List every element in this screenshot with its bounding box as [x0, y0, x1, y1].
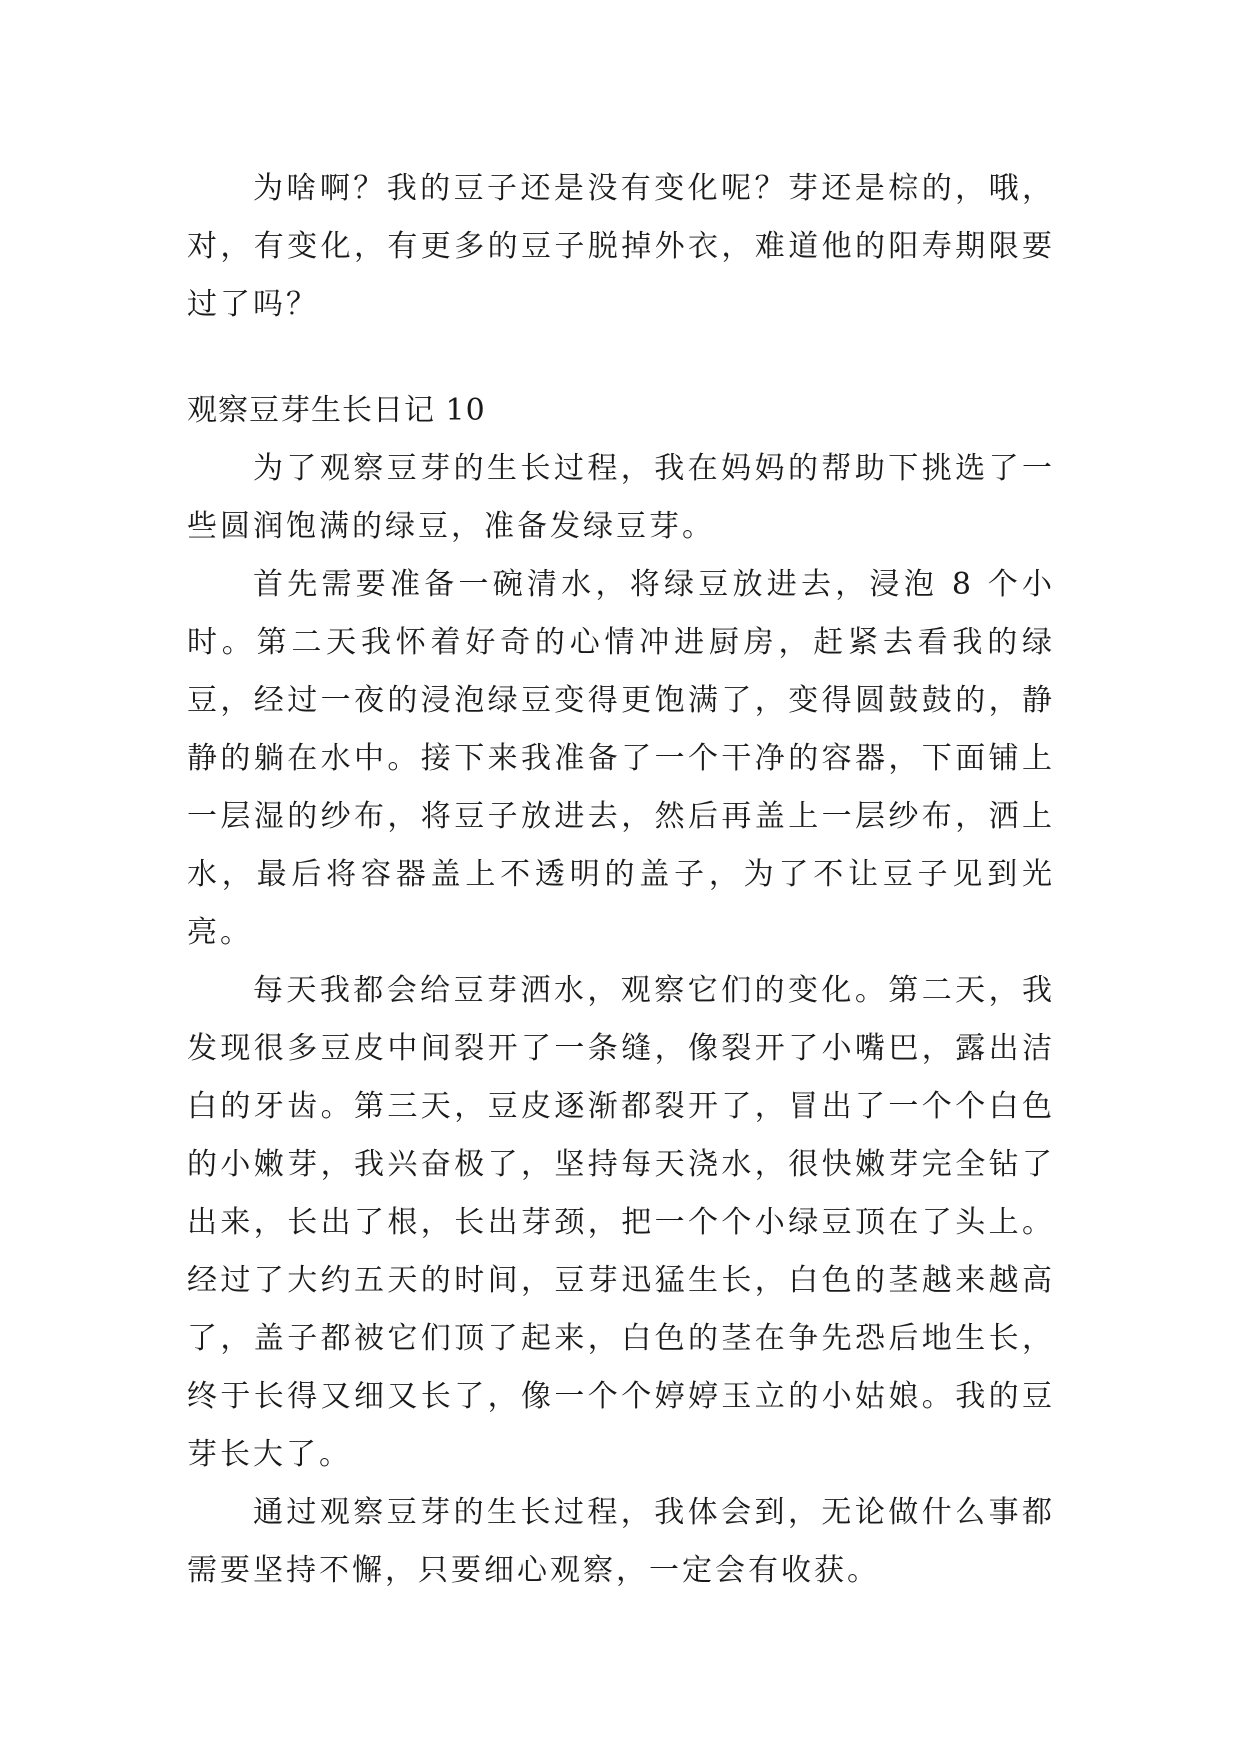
body-paragraph: 每天我都会给豆芽洒水，观察它们的变化。第二天，我发现很多豆皮中间裂开了一条缝，像裂开了小嘴巴，露出洁白的牙齿。第三天，豆皮逐渐都裂开了，冒出了一个个白色的小嫩芽，我兴奋极了，坚持每天浇水，很快嫩芽完全钻了出来，长出了根，长出芽颈，把一个个小绿豆顶在了头上。经过了大约五天的时间，豆芽迅猛生长，白色的茎越来越高了，盖子都被它们顶了起来，白色的茎在争先恐后地生长，终于长得又细又长了，像一个个婷婷玉立的小姑娘。我的豆芽长大了。 — [187, 973, 1055, 1472]
document-body — [187, 160, 1055, 1600]
section-title: 观察豆芽生长日记 10 — [187, 393, 486, 428]
body-paragraph: 为了观察豆芽的生长过程，我在妈妈的帮助下挑选了一些圆润饱满的绿豆，准备发绿豆芽。 — [187, 451, 1055, 544]
body-paragraph: 首先需要准备一碗清水，将绿豆放进去，浸泡 8 个小时。第二天我怀着好奇的心情冲进厨房，赶紧去看我的绿豆，经过一夜的浸泡绿豆变得更饱满了，变得圆鼓鼓的，静静的躺在水中。接下来我准备了一个干净的容器，下面铺上一层湿的纱布，将豆子放进去，然后再盖上一层纱布，洒上水，最后将容器盖上不透明的盖子，为了不让豆子见到光亮。 — [187, 567, 1055, 950]
body-paragraph: 通过观察豆芽的生长过程，我体会到，无论做什么事都需要坚持不懈，只要细心观察，一定会有收获。 — [187, 1495, 1055, 1588]
intro-paragraph: 为啥啊？我的豆子还是没有变化呢？芽还是棕的，哦，对，有变化，有更多的豆子脱掉外衣，难道他的阳寿期限要过了吗？ — [187, 171, 1055, 322]
